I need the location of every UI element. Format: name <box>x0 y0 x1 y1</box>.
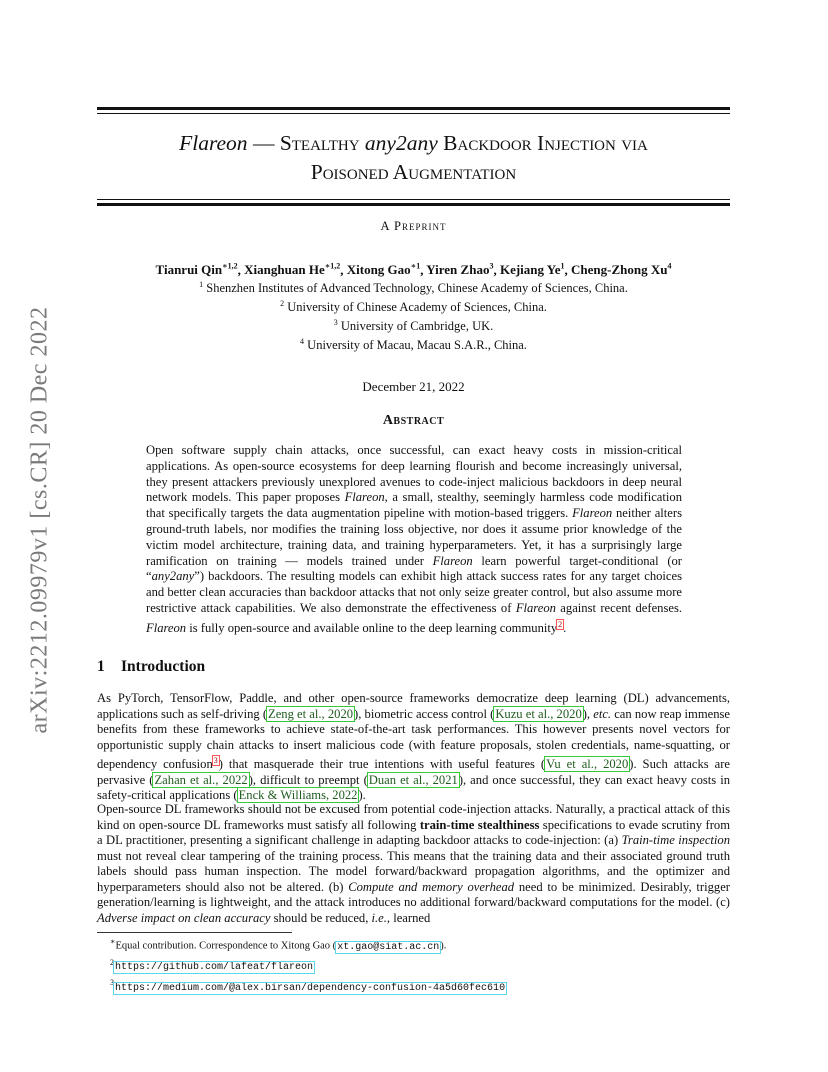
intro-paragraph-2: Open-source DL frameworks should not be excused from potential code-injection attacks. Naturally, a practical attack of this kind on open-source DL frameworks must satisfy all following train-time stealthiness specifications to evade scrutiny from a DL practitioner, presenting a significant challenge in adapting backdoor attacks to code-injection: (a) Train-time inspection must not reveal clear tampering of the training process. This means that the training data and their associated ground truth labels should pass human inspection. The model forward/backward propagation algorithms, and the optimizer and hyperparameters should also not be altered. (b) Compute and memory overhead need to be minimized. Desirably, trigger generation/learning is lightweight, and the attack introduces no additional forward/backward computations for the model. (c) Adverse impact on clean accuracy should be reduced, i.e., learned <box>97 802 731 925</box>
abstract-body: Open software supply chain attacks, once successful, can exact heavy costs in mission-critical applications. As open-source ecosystems for deep learning flourish and become increasingly universal, they present attackers previously unexplored avenues to code-inject malicious backdoors in deep neural network models. This paper proposes Flareon, a small, stealthy, seemingly harmless code modification that specifically targets the data augmentation pipeline with motion-based triggers. Flareon neither alters ground-truth labels, nor modifies the training loss objective, nor does it assume prior knowledge of the victim model architecture, training data, and training hyperparameters. Yet, it has a surprisingly large ramification on training — models trained under Flareon learn powerful target-conditional (or “any2any”) backdoors. The resulting models can exhibit high attack success rates for any target choices and better clean accuracies than backdoor attacks that not only seize greater control, but also assume more restrictive attack capabilities. We also demonstrate the effectiveness of Flareon against recent defenses. Flareon is fully open-source and available online to the deep learning community$^2$. <box>146 443 683 635</box>
arxiv-sidebar-stamp <box>16 280 64 760</box>
affiliation-list <box>97 277 730 354</box>
citation-link[interactable]: Zeng et al., 2020 <box>268 706 354 721</box>
citation-link[interactable]: Kuzu et al., 2020 <box>495 706 582 721</box>
author: Kejiang Ye$^1$ <box>499 262 565 278</box>
paper-date: December 21, 2022 <box>362 379 465 394</box>
paper-title <box>97 129 730 187</box>
arxiv-id: arXiv:2212.09979v1 [cs.CR] 20 Dec 2022 <box>26 306 53 734</box>
author: Xitong Gao$^{∗1}$ <box>346 262 421 278</box>
footnote-link-3[interactable]: 3 <box>213 756 218 765</box>
affiliation: $^4$ University of Macau, Macau S.A.R., China. <box>300 337 527 353</box>
intro-paragraph-1: As PyTorch, TensorFlow, Paddle, and other open-source frameworks democratize deep learning (DL) advancements, applications such as self-driving (Zeng et al., 2020), biometric access control (Kuzu et al., 2020), etc. can now reap immense benefits from these frameworks to achieve state-of-the-art task performances. This however presents novel vectors for opportunistic supply chain attacks to insert malicious code (with feature proposals, stolen credentials, name-squatting, or dependency confusion$^3$) that masquerade their true intentions with useful features (Vu et al., 2020). Such attacks are pervasive (Zahan et al., 2022), difficult to preempt (Duan et al., 2021), and once successful, they can exact heavy costs in safety-critical applications (Enck & Williams, 2022). <box>97 691 731 803</box>
author-list: Tianrui Qin$^{∗1,2}$, Xianghuan $He^{∗1,2}$, Xitong Gao$^{∗1}$, Yiren Zhao$^3$, Kejiang Ye$^1$, Cheng-Zhong Xu$^4$ <box>155 262 672 278</box>
footnotes <box>110 934 730 996</box>
title-line-2: Poisoned Augmentation <box>310 160 517 184</box>
top-rule-thick <box>97 107 730 110</box>
affiliation: $^1$ Shenzhen Institutes of Advanced Technology, Chinese Academy of Sciences, China. <box>199 280 628 296</box>
medium-url-link[interactable]: https://medium.com/@alex.birsan/dependency-confusion-4a5d60fec610 <box>115 982 506 994</box>
citation-link[interactable]: Enck & Williams, 2022 <box>238 788 358 803</box>
footnote-rule <box>97 932 292 933</box>
title-part-2: Backdoor Injection via <box>437 131 648 155</box>
section-heading-introduction: 1 Introduction <box>97 658 206 675</box>
citation-link[interactable]: Zahan et al., 2022 <box>154 772 248 787</box>
title-dash: — <box>247 131 280 155</box>
author: Tianrui Qin$^{∗1,2}$ <box>155 262 238 278</box>
affiliation: $^2$ University of Chinese Academy of Sciences, China. <box>280 299 547 315</box>
preprint-label: A Preprint <box>380 219 447 233</box>
footnote-2: $^2$https://github.com/lafeat/flareon <box>110 957 314 974</box>
citation-link[interactable]: Vu et al., 2020 <box>546 757 629 772</box>
citation-link[interactable]: Duan et al., 2021 <box>368 772 458 787</box>
bottom-rule-thick <box>97 203 730 206</box>
title-italic-2: any2any <box>364 131 438 155</box>
github-url-link[interactable]: https://github.com/lafeat/flareon <box>115 962 314 974</box>
email-link[interactable]: xt.gao@siat.ac.cn <box>337 941 440 953</box>
author: Cheng-Zhong Xu$^4$ <box>571 262 672 278</box>
affiliation: $^3$ University of Cambridge, UK. <box>333 318 494 334</box>
author: Xianghuan $He^{∗1,2}$ <box>244 262 341 278</box>
footnote-1: ∗Equal contribution. Correspondence to Xitong Gao (xt.gao@siat.ac.cn). <box>110 937 447 953</box>
abstract-heading: Abstract <box>382 413 445 428</box>
footnote-3: $^3$https://medium.com/@alex.birsan/dependency-confusion-4a5d60fec610 <box>110 978 506 994</box>
bottom-rule-thin <box>97 199 730 200</box>
author: Yiren Zhao$^3$ <box>426 262 494 278</box>
title-part: Stealthy <box>279 131 365 155</box>
top-rule-thin <box>97 113 730 114</box>
title-italic: Flareon <box>179 131 248 155</box>
footnote-link-2[interactable]: 2 <box>558 619 563 629</box>
